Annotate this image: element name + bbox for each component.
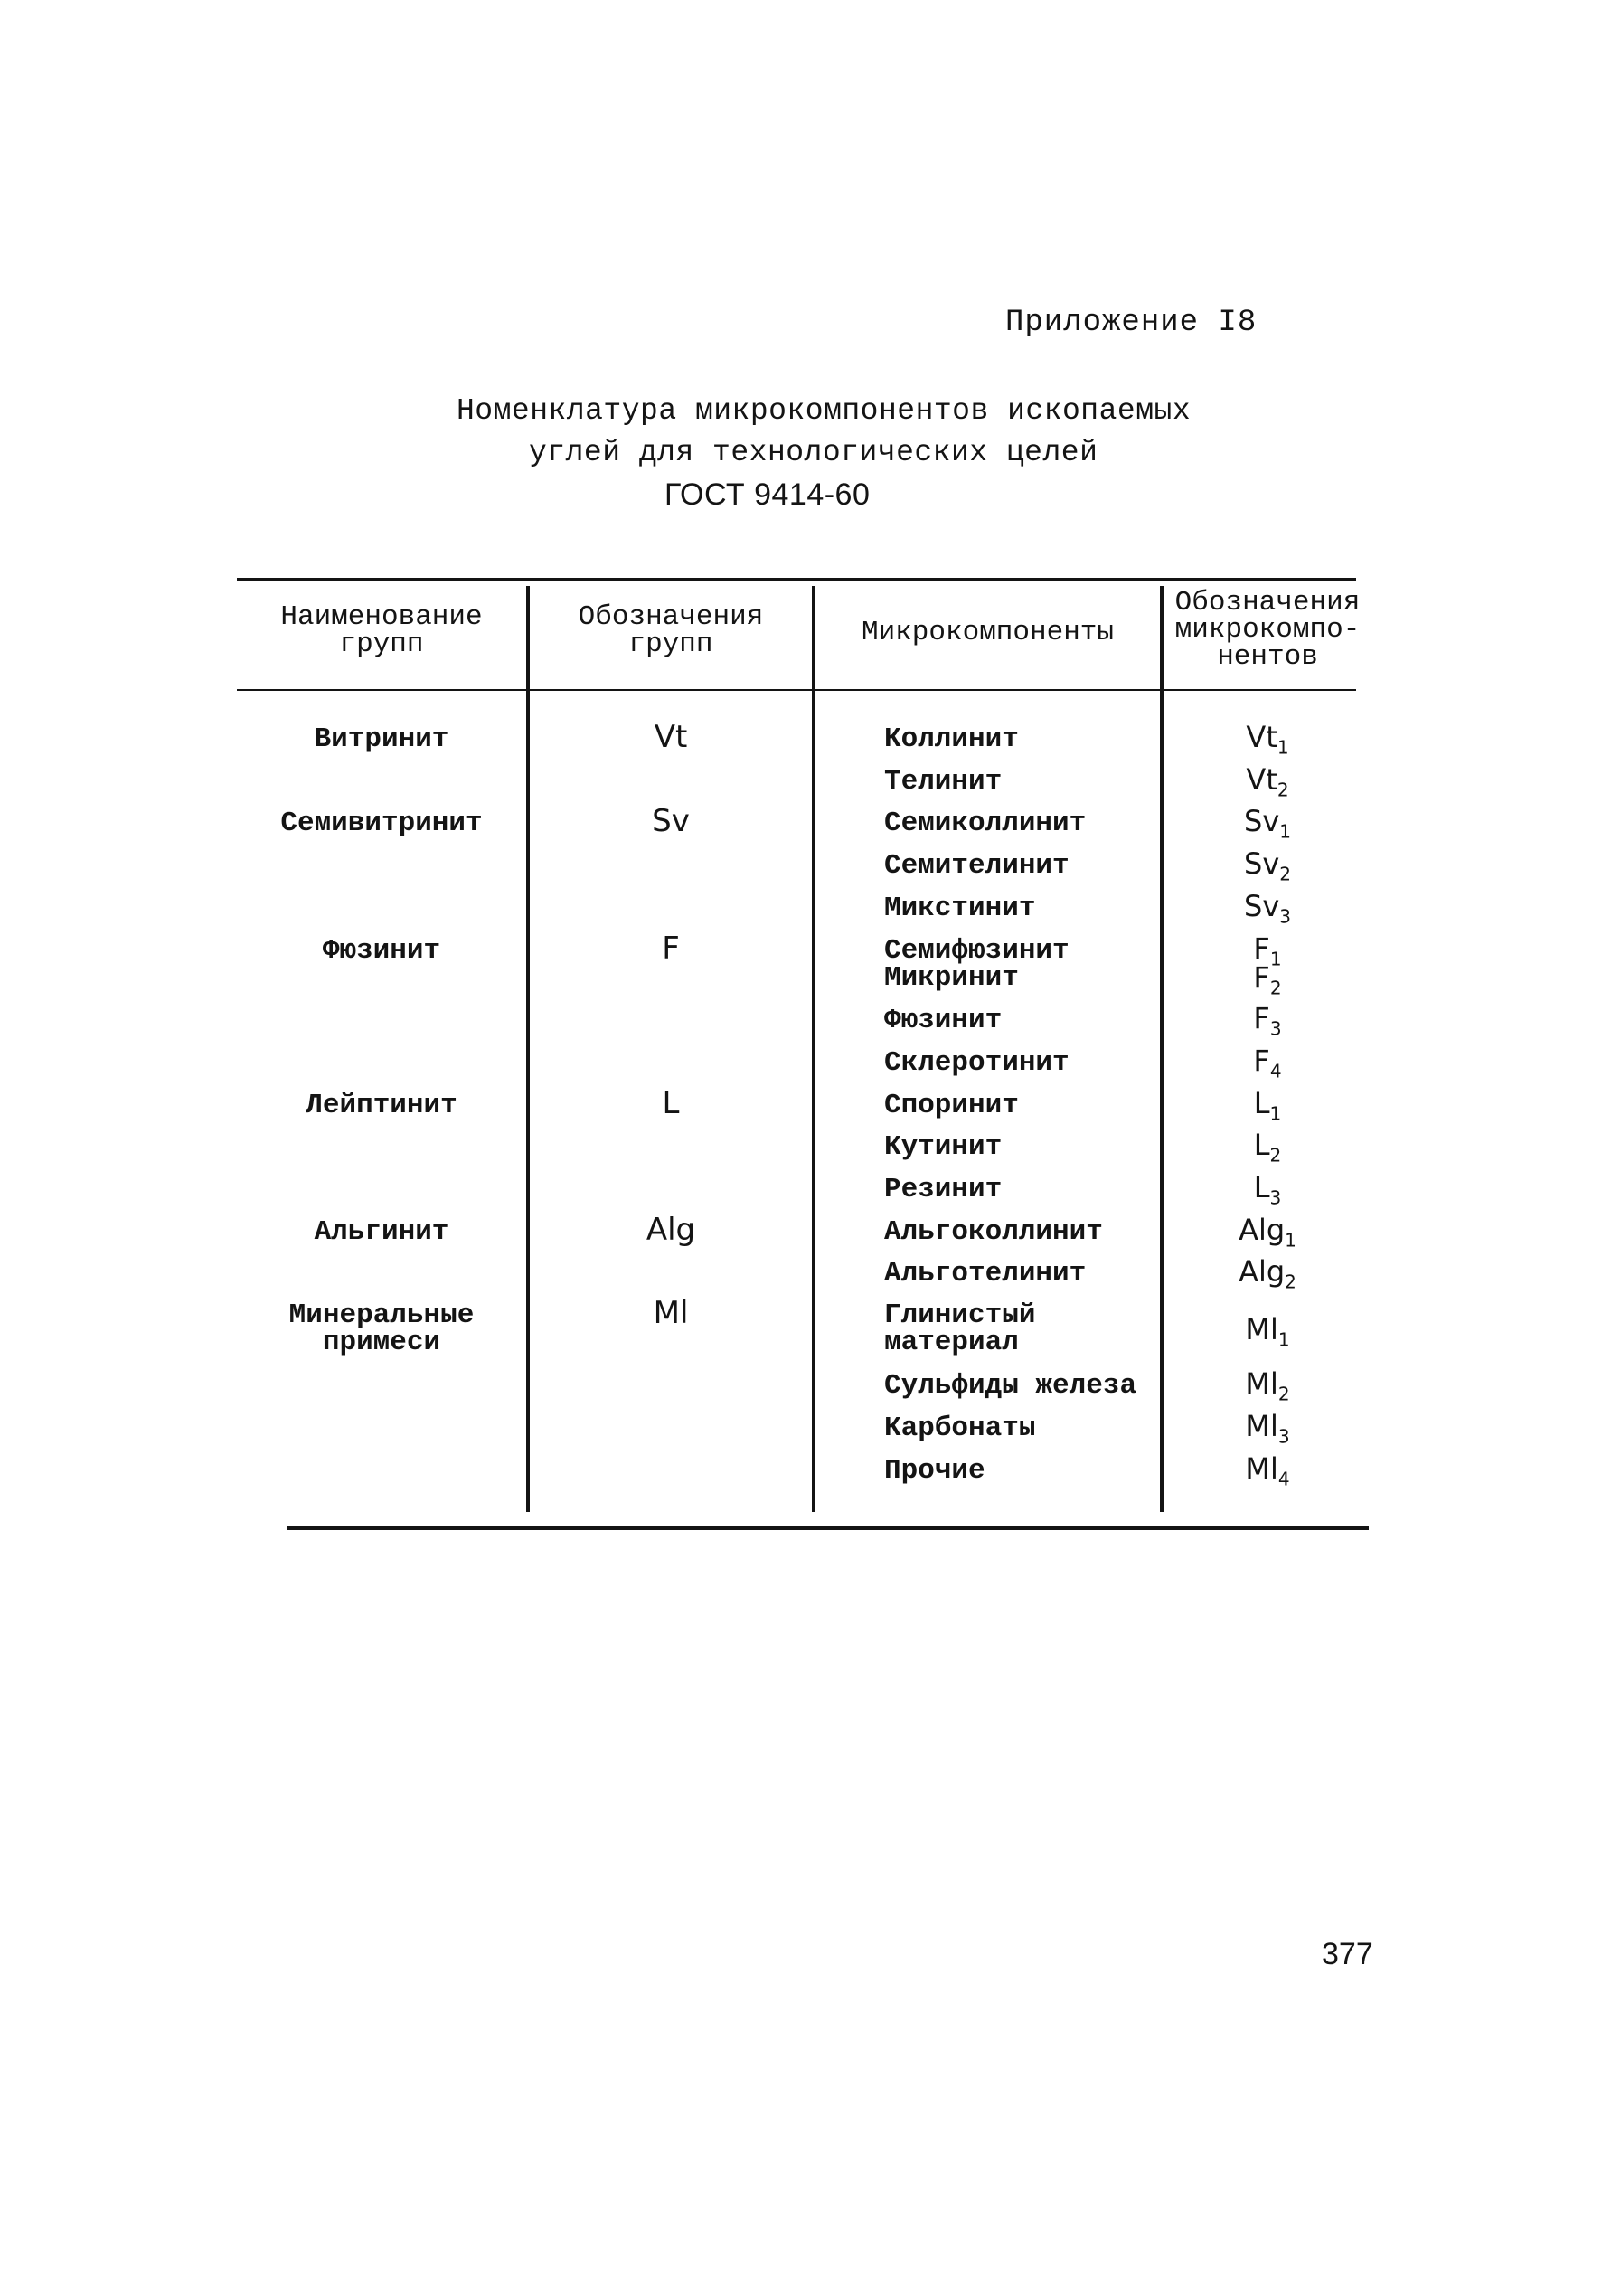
- component-name-line: Глинистый: [884, 1299, 1036, 1331]
- component-symbol: [1164, 804, 1371, 845]
- component-name: Сульфиды железа: [884, 1370, 1137, 1402]
- component-name: [884, 1299, 1036, 1358]
- component-name-line: материал: [884, 1327, 1019, 1358]
- group-name: Семивитринит: [280, 808, 483, 839]
- table-bottom-rule: [287, 1526, 1369, 1530]
- symbol-base: L: [1253, 1086, 1270, 1120]
- header-line: Обозначения: [578, 601, 764, 633]
- symbol-index: 4: [1269, 1060, 1282, 1082]
- symbol-base: F: [1253, 1044, 1270, 1078]
- group-name: Лейптинит: [306, 1090, 457, 1121]
- symbol-base: F: [1253, 931, 1270, 966]
- header-line: групп: [339, 628, 424, 660]
- symbol-index: 2: [1279, 863, 1291, 885]
- symbol-base: Ml: [1245, 1366, 1278, 1401]
- symbol-index: 3: [1277, 1425, 1290, 1448]
- component-symbol: [1164, 1213, 1371, 1253]
- component-symbol: [1164, 1001, 1371, 1042]
- component-symbol: [1164, 960, 1371, 1001]
- component-name: Семиколлинит: [884, 808, 1087, 839]
- component-name: Альгоколлинит: [884, 1216, 1103, 1248]
- symbol-base: F: [1253, 960, 1270, 995]
- header-line: нентов: [1217, 641, 1318, 673]
- symbol-index: 1: [1285, 1229, 1296, 1252]
- symbol-index: 2: [1277, 779, 1289, 801]
- symbol-index: 1: [1269, 1102, 1282, 1125]
- symbol-index: 1: [1279, 820, 1291, 843]
- symbol-base: Alg: [1239, 1254, 1286, 1289]
- symbol-index: 2: [1269, 1144, 1282, 1167]
- symbol-index: 1: [1269, 948, 1282, 970]
- symbol-index: 3: [1279, 905, 1291, 928]
- component-name: Карбонаты: [884, 1413, 1036, 1444]
- symbol-index: 2: [1277, 1383, 1290, 1405]
- group-symbol: F: [662, 931, 680, 967]
- symbol-base: Ml: [1245, 1312, 1278, 1346]
- symbol-base: L: [1253, 1128, 1270, 1162]
- header-line: микрокомпо-: [1174, 614, 1361, 646]
- header-line: Наименование: [280, 601, 483, 633]
- page-number: 377: [1322, 1937, 1373, 1971]
- component-symbol: [1164, 889, 1371, 930]
- group-name: [237, 1299, 526, 1358]
- component-symbol: [1164, 1254, 1371, 1295]
- symbol-base: Vt: [1246, 762, 1277, 797]
- component-name: Прочие: [884, 1455, 985, 1487]
- symbol-index: 2: [1269, 977, 1282, 999]
- symbol-base: Ml: [1245, 1409, 1278, 1443]
- group-symbol: L: [662, 1085, 680, 1121]
- header-line: групп: [628, 628, 713, 660]
- symbol-index: 1: [1277, 736, 1289, 759]
- group-name-line: Минеральные: [288, 1299, 475, 1331]
- group-symbol: Alg: [646, 1212, 696, 1248]
- component-name: Семителинит: [884, 850, 1070, 882]
- header-components: [815, 619, 1160, 647]
- column-divider: [812, 586, 815, 1512]
- component-symbol: [1164, 1086, 1371, 1127]
- component-symbol: [1164, 720, 1371, 761]
- component-name: Резинит: [884, 1174, 1003, 1205]
- component-name: Коллинит: [884, 723, 1019, 755]
- header-group-symbol: [530, 601, 812, 660]
- component-symbol: [1164, 1312, 1371, 1353]
- title-line-2: углей для технологических целей: [529, 436, 1098, 469]
- component-name: Телинит: [884, 766, 1003, 798]
- symbol-index: 4: [1277, 1468, 1290, 1490]
- component-name: Альготелинит: [884, 1258, 1087, 1290]
- component-name: Фюзинит: [884, 1005, 1003, 1036]
- component-name: Семифюзинит: [884, 935, 1070, 967]
- component-name: Склеротинит: [884, 1047, 1070, 1079]
- header-line: Микрокомпоненты: [861, 617, 1115, 648]
- group-symbol: Sv: [652, 803, 690, 839]
- component-symbol: [1164, 1451, 1371, 1492]
- component-symbol: [1164, 762, 1371, 803]
- symbol-base: Alg: [1239, 1213, 1286, 1247]
- table-header-rule: [237, 689, 1356, 691]
- component-name: Кутинит: [884, 1131, 1003, 1163]
- group-name: Альгинит: [314, 1216, 449, 1248]
- title-line-1: Номенклатура микрокомпонентов ископаемых: [457, 394, 1192, 428]
- appendix-label: Приложение I8: [1005, 306, 1258, 340]
- symbol-base: L: [1253, 1170, 1270, 1205]
- symbol-index: 3: [1269, 1017, 1282, 1040]
- symbol-base: Ml: [1245, 1451, 1278, 1486]
- symbol-base: F: [1253, 1001, 1270, 1035]
- symbol-base: Sv: [1244, 846, 1280, 881]
- standard-label: ГОСТ 9414-60: [664, 477, 871, 512]
- symbol-base: Sv: [1244, 889, 1280, 923]
- group-symbol: Ml: [653, 1295, 689, 1331]
- component-name: Споринит: [884, 1090, 1019, 1121]
- symbol-base: Sv: [1244, 804, 1280, 838]
- component-symbol: [1164, 1409, 1371, 1450]
- component-symbol: [1164, 1170, 1371, 1211]
- group-name: Фюзинит: [322, 935, 441, 967]
- symbol-index: 3: [1269, 1186, 1282, 1209]
- table-top-rule: [237, 578, 1356, 581]
- symbol-base: Vt: [1246, 720, 1277, 754]
- component-name: Микстинит: [884, 893, 1036, 924]
- group-name-line: примеси: [322, 1327, 441, 1358]
- header-component-symbol: [1164, 587, 1371, 673]
- component-symbol: [1164, 846, 1371, 887]
- header-line: Обозначения: [1174, 587, 1361, 619]
- component-symbol: [1164, 1044, 1371, 1084]
- group-name: Витринит: [314, 723, 449, 755]
- component-symbol: [1164, 1366, 1371, 1407]
- symbol-index: 1: [1277, 1328, 1290, 1351]
- component-name: Микринит: [884, 962, 1019, 994]
- group-symbol: Vt: [654, 719, 688, 755]
- component-symbol: [1164, 1128, 1371, 1168]
- symbol-index: 2: [1285, 1271, 1296, 1293]
- header-group-name: [237, 601, 526, 660]
